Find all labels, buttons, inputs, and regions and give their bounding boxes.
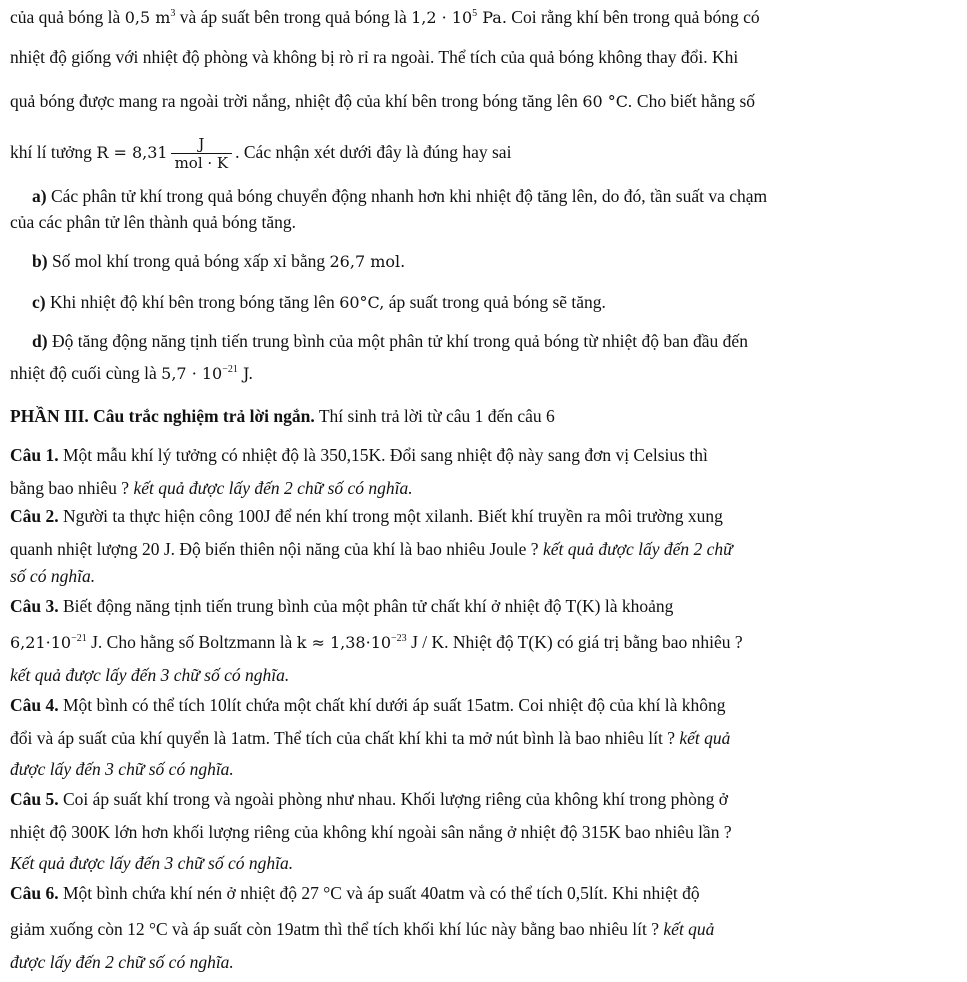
- question-5-line-2: nhiệt độ 300K lớn hơn khối lượng riêng của không khí ngoài sân nắng ở nhiệt độ 315K bao nhiêu lần ?: [10, 822, 732, 842]
- intro-line-3: quả bóng được mang ra ngoài trời nắng, nhiệt độ của khí bên trong bóng tăng lên 60 °C. Cho biết hằng số: [10, 91, 756, 111]
- question-5-line-1: Câu 5. Coi áp suất khí trong và ngoài phòng như nhau. Khối lượng riêng của không khí trong phòng ở: [10, 789, 728, 809]
- question-1-line-2: bằng bao nhiêu ? kết quả được lấy đến 2 chữ số có nghĩa.: [10, 478, 413, 498]
- question-4-line-3: được lấy đến 3 chữ số có nghĩa.: [10, 759, 234, 779]
- item-d-line-2: nhiệt độ cuối cùng là $5,7 \cdot 10^{-21}$ J.: [10, 363, 254, 383]
- boltzmann-constant: k ≈ 1,38·10: [296, 633, 392, 652]
- item-a-line-2: của các phân tử lên thành quả bóng tăng.: [10, 212, 296, 232]
- intro-line-4: khí lí tưởng R = 8,31 $\frac{J}{\text{mol · K}}$ . Các nhận xét dưới đây là đúng hay sai: [10, 135, 512, 173]
- intro-line-2: nhiệt độ giống với nhiệt độ phòng và không bị rò rỉ ra ngoài. Thể tích của quả bóng không thay đổi. Khi: [10, 47, 739, 67]
- gas-constant-R: R = 8,31: [96, 143, 168, 162]
- question-1-line-1: Câu 1. Một mẫu khí lý tưởng có nhiệt độ là 350,15K. Đổi sang nhiệt độ này sang đơn vị Celsius thì: [10, 445, 708, 465]
- question-5-line-3: Kết quả được lấy đến 3 chữ số có nghĩa.: [10, 853, 294, 873]
- question-4-line-2: đổi và áp suất của khí quyển là 1atm. Thể tích của chất khí khi ta mở nút bình là bao nhiêu lít ? kết quả: [10, 728, 731, 748]
- question-2-line-1: Câu 2. Người ta thực hiện công 100J để nén khí trong một xilanh. Biết khí truyền ra môi trường xung: [10, 506, 723, 526]
- question-6-line-3: được lấy đến 2 chữ số có nghĩa.: [10, 952, 234, 972]
- question-3-line-1: Câu 3. Biết động năng tịnh tiến trung bình của một phân tử chất khí ở nhiệt độ T(K) là khoảng: [10, 596, 674, 616]
- question-2-line-2: quanh nhiệt lượng 20 J. Độ biến thiên nội năng của khí là bao nhiêu Joule ? kết quả được lấy đến 2 chữ: [10, 539, 733, 559]
- item-b: b) Số mol khí trong quả bóng xấp xỉ bằng 26,7 mol.: [32, 251, 406, 271]
- item-c: c) Khi nhiệt độ khí bên trong bóng tăng lên 60°C, áp suất trong quả bóng sẽ tăng.: [32, 292, 606, 312]
- question-3-line-3: kết quả được lấy đến 3 chữ số có nghĩa.: [10, 665, 290, 685]
- gas-constant-fraction: $\frac{J}{\text{mol · K}}$: [171, 135, 233, 172]
- question-6-line-1: Câu 6. Một bình chứa khí nén ở nhiệt độ 27 °C và áp suất 40atm và có thể tích 0,5lít. Khi nhiệt độ: [10, 883, 700, 903]
- section-heading: PHẦN III. Câu trắc nghiệm trả lời ngắn. Thí sinh trả lời từ câu 1 đến câu 6: [10, 406, 555, 426]
- question-3-line-2: $6,21\cdot 10^{-21}$ J. Cho hằng số Boltzmann là $k \approx 1,38\cdot 10^{-23}$ J / K. Nhiệt độ T(K) có giá trị bằng bao nhiêu ?: [10, 632, 743, 652]
- item-d-line-1: d) Độ tăng động năng tịnh tiến trung bình của một phân tử khí trong quả bóng từ nhiệt độ ban đầu đến: [32, 331, 748, 351]
- question-4-line-1: Câu 4. Một bình có thể tích 10lít chứa một chất khí dưới áp suất 15atm. Coi nhiệt độ của khí là không: [10, 695, 726, 715]
- intro-line-1: của quả bóng là 0,5 $m^3$ và áp suất bên trong quả bóng là $1,2 \cdot 10^5$ Pa. Coi rằng khí bên trong quả bóng có: [10, 7, 760, 27]
- question-2-line-3: số có nghĩa.: [10, 566, 96, 586]
- item-a-line-1: a) Các phân tử khí trong quả bóng chuyển động nhanh hơn khi nhiệt độ tăng lên, do đó, tần suất va chạm: [32, 186, 768, 206]
- question-6-line-2: giảm xuống còn 12 °C và áp suất còn 19atm thì thể tích khối khí lúc này bằng bao nhiêu lít ? kết quả: [10, 919, 715, 939]
